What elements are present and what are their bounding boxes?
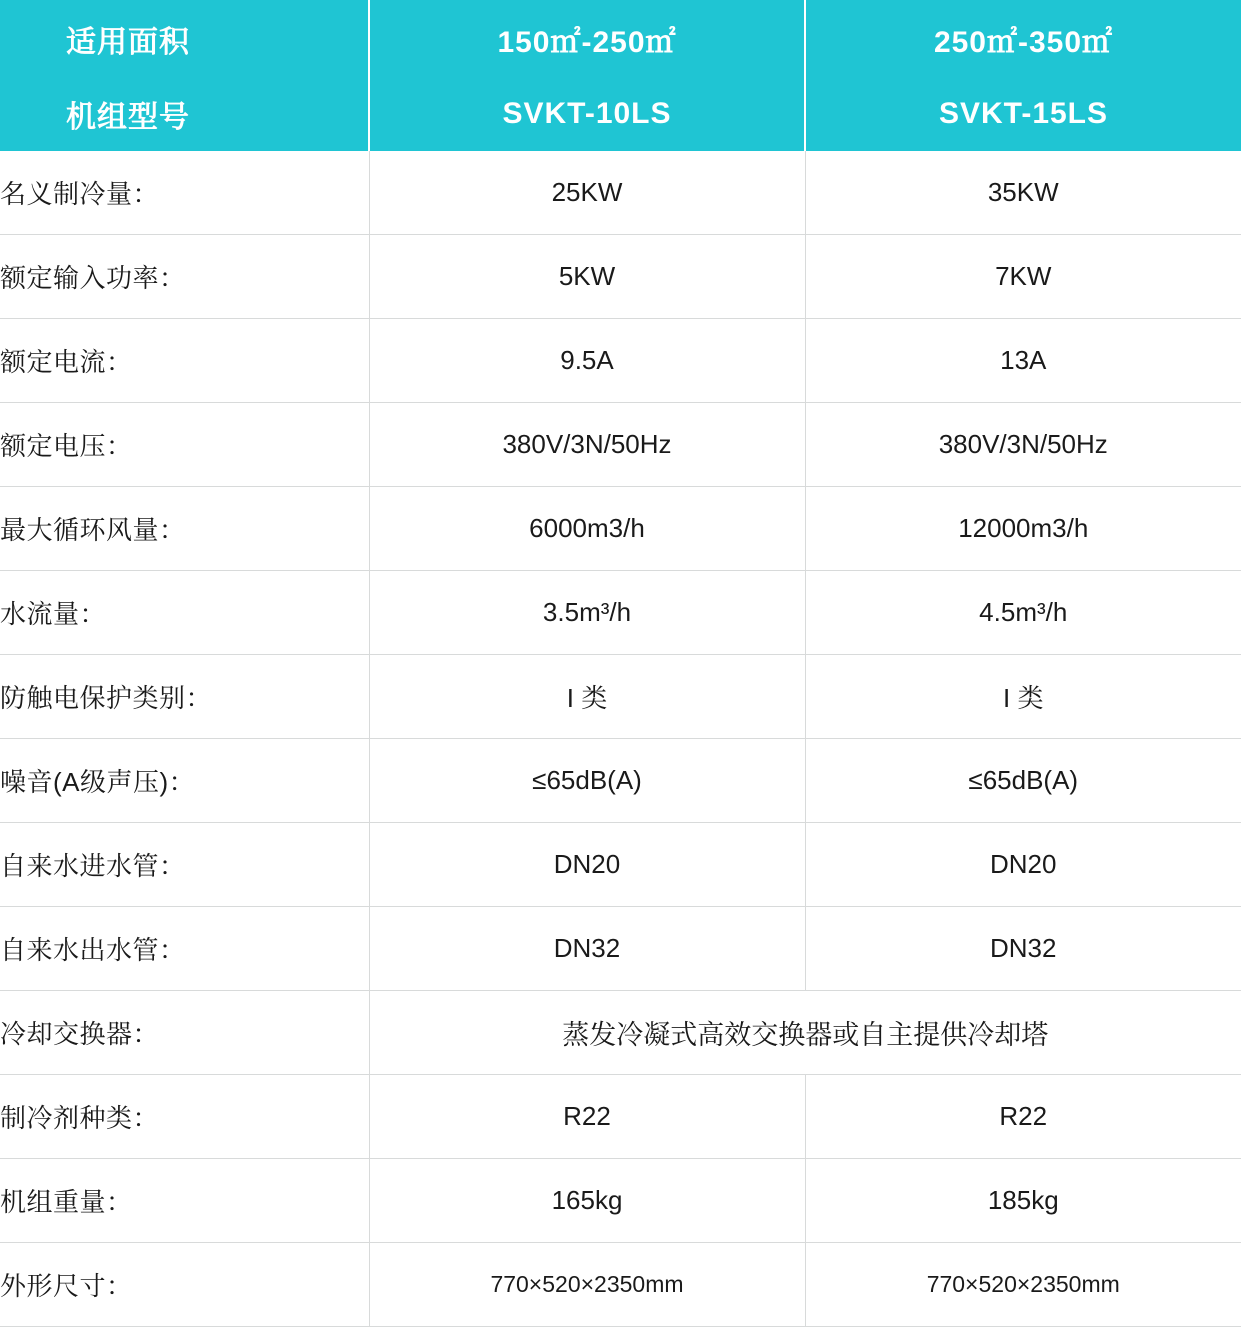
row-label: 外形尺寸： [0, 1243, 369, 1327]
row-value-2: ≤65dB(A) [805, 739, 1241, 823]
header-model-1: SVKT-10LS [369, 77, 805, 151]
row-value-1: 3.5m³/h [369, 571, 805, 655]
row-label: 噪音(A级声压)： [0, 739, 369, 823]
row-value-1: I 类 [369, 655, 805, 739]
row-label: 额定电压： [0, 403, 369, 487]
table-row [0, 1159, 1241, 1243]
row-value-merged: 蒸发冷凝式高效交换器或自主提供冷却塔 [369, 991, 1241, 1075]
header-area-model-1: 150㎡-250㎡ [369, 0, 805, 77]
header-label-area: 适用面积 [0, 0, 369, 77]
row-label: 制冷剂种类： [0, 1075, 369, 1159]
table-row [0, 739, 1241, 823]
header-area-model-2: 250㎡-350㎡ [805, 0, 1241, 77]
row-label: 额定输入功率： [0, 235, 369, 319]
row-value-2: DN20 [805, 823, 1241, 907]
table-row [0, 319, 1241, 403]
table-row [0, 487, 1241, 571]
row-value-2: I 类 [805, 655, 1241, 739]
table-row [0, 823, 1241, 907]
table-row [0, 235, 1241, 319]
header-label-model: 机组型号 [0, 77, 369, 151]
row-label: 自来水进水管： [0, 823, 369, 907]
row-value-2: 770×520×2350mm [805, 1243, 1241, 1327]
row-value-1: 5KW [369, 235, 805, 319]
row-value-1: R22 [369, 1075, 805, 1159]
row-value-1: ≤65dB(A) [369, 739, 805, 823]
table-row [0, 571, 1241, 655]
row-value-2: 4.5m³/h [805, 571, 1241, 655]
table-row [0, 1075, 1241, 1159]
table-row [0, 655, 1241, 739]
row-value-2: 13A [805, 319, 1241, 403]
table-body [0, 151, 1241, 1327]
table-row [0, 403, 1241, 487]
row-label: 名义制冷量： [0, 151, 369, 235]
row-label: 机组重量： [0, 1159, 369, 1243]
row-value-2: DN32 [805, 907, 1241, 991]
row-value-1: 165kg [369, 1159, 805, 1243]
row-value-1: 9.5A [369, 319, 805, 403]
row-label: 最大循环风量： [0, 487, 369, 571]
table-row [0, 907, 1241, 991]
row-label: 额定电流： [0, 319, 369, 403]
row-label: 自来水出水管： [0, 907, 369, 991]
row-value-1: 380V/3N/50Hz [369, 403, 805, 487]
row-label: 防触电保护类别： [0, 655, 369, 739]
row-value-1: 25KW [369, 151, 805, 235]
row-value-2: 185kg [805, 1159, 1241, 1243]
row-label: 水流量： [0, 571, 369, 655]
table-header-row-area [0, 0, 1241, 77]
row-value-1: 6000m3/h [369, 487, 805, 571]
row-value-1: DN20 [369, 823, 805, 907]
table-row [0, 991, 1241, 1075]
table-row [0, 1243, 1241, 1327]
table-row [0, 151, 1241, 235]
row-value-2: R22 [805, 1075, 1241, 1159]
row-value-2: 12000m3/h [805, 487, 1241, 571]
table-header [0, 0, 1241, 151]
row-value-2: 380V/3N/50Hz [805, 403, 1241, 487]
row-value-1: DN32 [369, 907, 805, 991]
table-header-row-model [0, 77, 1241, 151]
row-value-2: 7KW [805, 235, 1241, 319]
row-value-1: 770×520×2350mm [369, 1243, 805, 1327]
row-label: 冷却交换器： [0, 991, 369, 1075]
row-value-2: 35KW [805, 151, 1241, 235]
header-model-2: SVKT-15LS [805, 77, 1241, 151]
